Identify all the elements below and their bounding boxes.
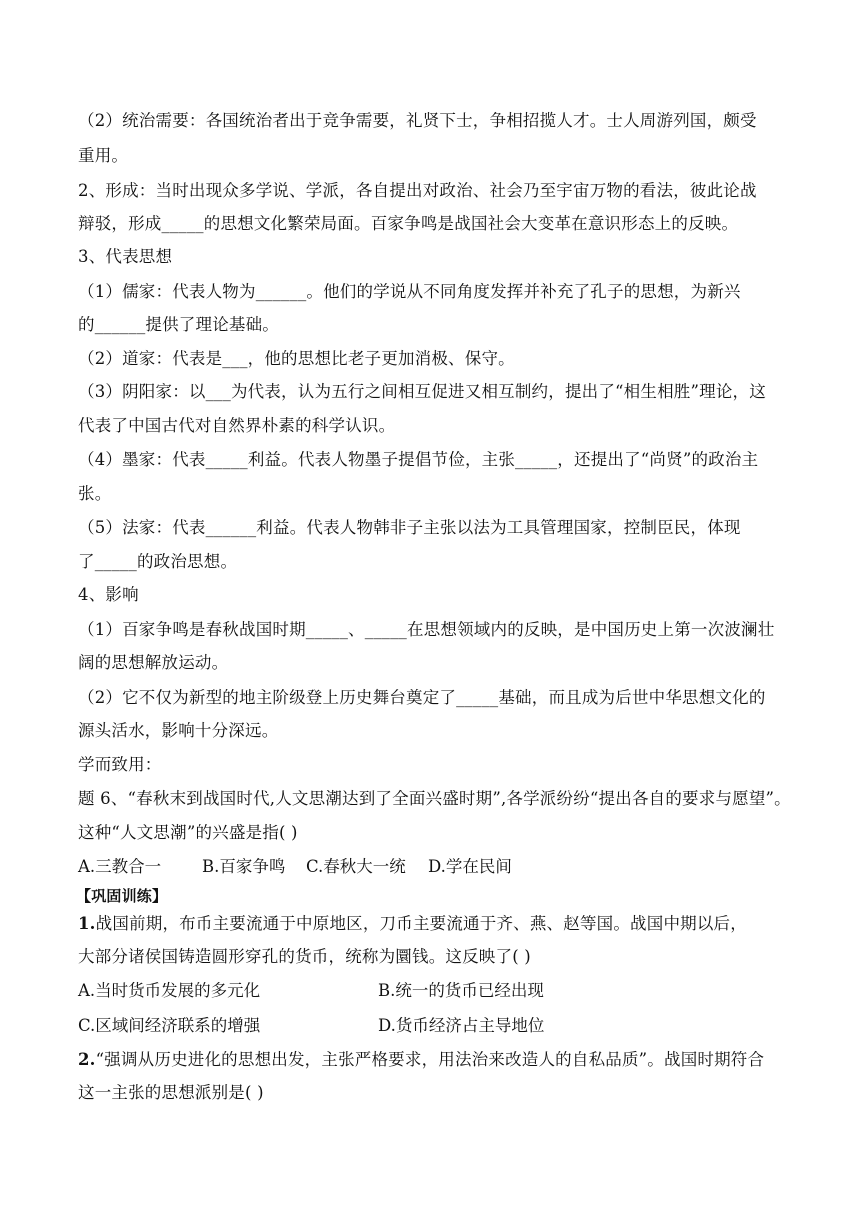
section-heading: 4、影响 xyxy=(78,585,139,604)
question-2-line-2: 这一主张的思想派别是( ) xyxy=(78,1083,264,1102)
text-line: （2）它不仅为新型的地主阶级登上历史舞台奠定了_____基础，而且成为后世中华思想文化的 xyxy=(78,688,766,707)
text-line: （5）法家：代表______利益。代表人物韩非子主张以法为工具管理国家，控制臣民，体现 xyxy=(78,518,741,537)
question-text: 题 6、“春秋末到战国时代,人文思潮达到了全面兴盛时期”,各学派纷纷“提出各自的要求与愿望”。 xyxy=(78,789,791,808)
text-line: 的______提供了理论基础。 xyxy=(78,315,279,334)
text-line: 学而致用： xyxy=(78,755,162,774)
text-line: （2）道家：代表是___，他的思想比老子更加消极、保守。 xyxy=(78,349,515,368)
option-b: B.百家争鸣 xyxy=(202,857,286,876)
question-1-line-1 xyxy=(78,913,747,935)
option-c: C.春秋大一统 xyxy=(306,857,406,876)
q6-options xyxy=(78,856,512,878)
option-d: D.货币经济占主导地位 xyxy=(378,1016,545,1035)
text-line: 源头活水，影响十分深远。 xyxy=(78,721,279,740)
text-line: 2、形成：当时出现众多学说、学派，各自提出对政治、社会乃至宇宙万物的看法，彼此论战 xyxy=(78,181,757,200)
text-line: （1）百家争鸣是春秋战国时期_____、_____在思想领域内的反映，是中国历史上第一次波澜壮 xyxy=(78,620,775,639)
question-text: “强调从历史进化的思想出发，主张严格要求，用法治来改造人的自私品质”。战国时期符合 xyxy=(95,1050,765,1069)
question-1-line-2: 大部分诸侯国铸造圆形穿孔的货币，统称为圜钱。这反映了( ) xyxy=(78,947,531,966)
question-number: 1. xyxy=(78,914,96,933)
option-b: B.统一的货币已经出现 xyxy=(378,981,544,1000)
option-a: A.当时货币发展的多元化 xyxy=(78,981,261,1000)
option-a: A.三教合一 xyxy=(78,857,162,876)
text-line: （2）统治需要：各国统治者出于竞争需要，礼贤下士，争相招揽人才。士人周游列国，颇受 xyxy=(78,111,757,130)
text-line: （3）阴阳家：以___为代表，认为五行之间相互促进又相互制约，提出了“相生相胜”理论，这 xyxy=(78,382,766,401)
question-text: 战国前期，布币主要流通于中原地区，刀币主要流通于齐、燕、赵等国。战国中期以后， xyxy=(95,914,747,933)
option-c: C.区域间经济联系的增强 xyxy=(78,1016,261,1035)
text-line: 辩驳，形成_____的思想文化繁荣局面。百家争鸣是战国社会大变革在意识形态上的反映。 xyxy=(78,214,739,233)
text-line: 阔的思想解放运动。 xyxy=(78,653,229,672)
text-line: 了_____的政治思想。 xyxy=(78,552,238,571)
question-text: 这种“人文思潮”的兴盛是指( ) xyxy=(78,823,298,842)
text-line: 张。 xyxy=(78,484,112,503)
section-heading: 3、代表思想 xyxy=(78,247,173,266)
text-line: （4）墨家：代表_____利益。代表人物墨子提倡节俭，主张_____，还提出了“尚贤”的政治主 xyxy=(78,450,759,469)
text-line: 代表了中国古代对自然界朴素的科学认识。 xyxy=(78,416,396,435)
section-title: 【巩固训练】 xyxy=(76,887,168,905)
question-2-line-1 xyxy=(78,1049,764,1071)
text-line: 重用。 xyxy=(78,146,129,165)
option-d: D.学在民间 xyxy=(428,857,512,876)
question-number: 2. xyxy=(78,1050,96,1069)
text-line: （1）儒家：代表人物为______。他们的学说从不同角度发挥并补充了孔子的思想，为新兴 xyxy=(78,282,741,301)
